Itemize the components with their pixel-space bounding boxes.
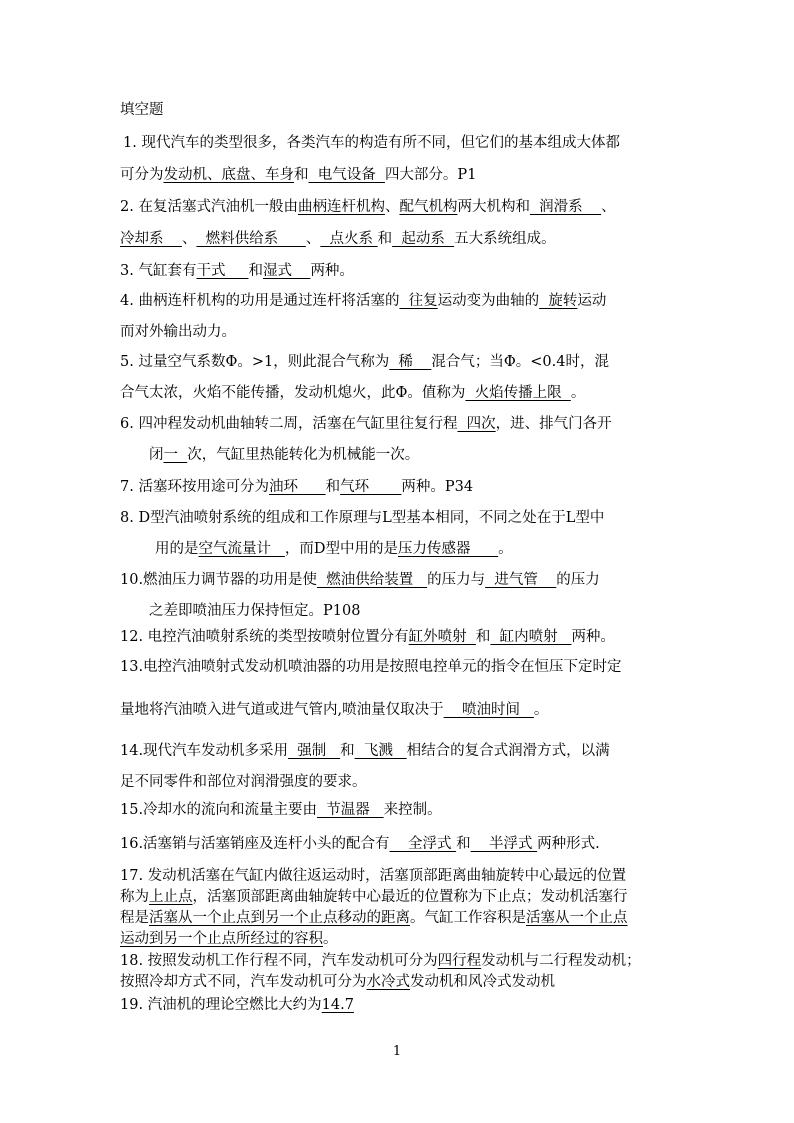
q17-answer-2: 活塞从一个止点到另一个止点移动的距离: [149, 910, 410, 926]
q15-text: 来控制。: [383, 802, 442, 818]
q14-answer-1: 强制: [288, 743, 341, 759]
page-number: 1: [392, 1044, 402, 1059]
q6-line2: [149, 445, 419, 465]
q2-answer-5: 燃料供给系: [196, 231, 306, 247]
q6-answer-2: 一: [163, 447, 188, 463]
q17-line3: [120, 908, 628, 928]
q14-line1: [120, 741, 610, 761]
q18-line1: [120, 951, 641, 971]
q18-answer-1: 四行程: [437, 953, 482, 969]
q8-answer-2: 压力传感器: [397, 541, 499, 557]
q16-answer-1: 全浮式: [389, 836, 457, 852]
q4-answer-2: 旋转: [539, 293, 578, 309]
q3-answer-2: 湿式: [263, 263, 311, 279]
q1-text: 四大部分。P1: [384, 167, 477, 183]
q7-text: 两种。P34: [401, 479, 474, 495]
q4-text: 运动变为曲轴的: [437, 293, 540, 309]
q16-line: [120, 834, 600, 854]
q17-line2: [120, 887, 628, 907]
q3-text: 两种。: [310, 263, 354, 279]
q4-line1: [120, 291, 606, 311]
q12-answer-2: 缸内喷射: [490, 629, 572, 645]
q19-line: [120, 995, 354, 1015]
q1-answer-2: 电气设备: [308, 167, 385, 183]
q4-answer-1: 往复: [399, 293, 438, 309]
q16-text: 两种形式.: [537, 836, 600, 852]
q10-line2: 之差即喷油压力保持恒定。P108: [149, 603, 361, 619]
q10-answer-1: 燃油供给装置: [317, 572, 428, 588]
q12-text: 和: [475, 629, 491, 645]
q17-line1: 17. 发动机活塞在气缸内做往返运动时，活塞顶部距离曲轴旋转中心最远的位置: [120, 868, 627, 884]
q16-text: 16.活塞销与活塞销座及连杆小头的配合有: [120, 836, 390, 852]
q8-line1: 8. D型汽油喷射系统的组成和工作原理与L型基本相同，不同之处在于L型中: [120, 510, 605, 526]
q2-text: 、: [384, 199, 400, 215]
q6-answer-1: 四次: [457, 416, 496, 432]
q10-text: 10.燃油压力调节器的功用是使: [120, 572, 318, 588]
q5-text: 合气太浓，火焰不能传播，发动机熄火，此Φ。值称为: [120, 385, 466, 401]
q14-text: 和: [340, 743, 355, 759]
q1-line2: [120, 165, 476, 185]
q2-text: 和: [377, 231, 393, 247]
q1-line1: [123, 133, 620, 153]
q16-answer-2: 半浮式: [470, 836, 538, 852]
q17-text: 。气缸工作容积是: [410, 910, 526, 926]
q2-text: 2. 在复活塞式汽油机一般由: [120, 199, 298, 215]
q7-answer-2: 气环: [340, 479, 402, 495]
q17-text: 。: [323, 931, 338, 947]
q13-line2: [120, 700, 548, 720]
q19-text: 19. 汽油机的理论空燃比大约为: [120, 997, 322, 1013]
q2-text: 五大系统组成。: [454, 231, 556, 247]
q10-line1: [120, 570, 600, 590]
q8-line2: [155, 539, 513, 559]
q8-text: 。: [498, 541, 513, 557]
q3-answer-1: 干式: [196, 263, 249, 279]
q12-text: 两种。: [571, 629, 615, 645]
q13-text: 。: [533, 702, 549, 718]
q18-text: 按照冷却方式不同，汽车发动机可分为: [120, 974, 367, 990]
q8-answer-1: 空气流量计: [198, 541, 285, 557]
q6-text: ，进、排气门各开: [495, 416, 612, 432]
q17-text: ，活塞顶部距离曲轴旋转中心最近的位置称为下止点；发动机活塞行: [192, 889, 628, 905]
q17-answer-3: 活塞从一个止点: [526, 910, 628, 926]
q1-answer-1: 发动机、底盘、车身: [163, 167, 294, 183]
q3-line: [120, 261, 354, 281]
q13-text: 量地将汽油喷入进气道或进气管内,喷油量仅取决于: [120, 702, 444, 718]
q13-line1: 13.电控汽油喷射式发动机喷油器的功用是按照电控单元的指令在恒压下定时定: [120, 659, 622, 675]
q6-text: 次，气缸里热能转化为机械能一次。: [187, 447, 420, 463]
q12-text: 12. 电控汽油喷射系统的类型按喷射位置分有: [120, 629, 409, 645]
q12-answer-1: 缸外喷射: [408, 629, 476, 645]
q2-answer-7: 起动系: [392, 231, 455, 247]
q14-line2: 足不同零件和部位对润滑强度的要求。: [120, 774, 367, 790]
q18-answer-2: 水冷式: [366, 974, 410, 990]
q10-answer-2: 进气管: [485, 572, 557, 588]
q2-text: 、: [181, 231, 197, 247]
q7-answer-1: 油环: [268, 479, 326, 495]
q12-line: [120, 627, 615, 647]
q5-line2: [120, 383, 585, 403]
q2-line2: [120, 229, 556, 249]
q2-answer-6: 点火系: [320, 231, 378, 247]
q13-answer-1: 喷油时间: [443, 702, 534, 718]
q17-text: 称为: [120, 889, 149, 905]
q2-line1: [120, 197, 616, 217]
q15-line: [120, 800, 442, 820]
q1-text: 可分为: [120, 167, 164, 183]
q5-text: 。: [570, 385, 586, 401]
q2-answer-2: 配气机构: [399, 199, 458, 215]
q15-text: 15.冷却水的流向和流量主要由: [120, 802, 318, 818]
q14-text: 14.现代汽车发动机多采用: [120, 743, 289, 759]
section-title: 填空题: [120, 102, 164, 118]
q2-text: 两大机构和: [457, 199, 530, 215]
q2-text: 、: [305, 231, 321, 247]
q6-line1: [120, 414, 612, 434]
q14-answer-2: 飞溅: [354, 743, 407, 759]
q5-text: 5. 过量空气系数Φ。>1，则此混合气称为: [120, 354, 390, 370]
q10-text: 的压力与: [427, 572, 486, 588]
q17-answer-1: 上止点: [149, 889, 193, 905]
q2-answer-3: 润滑系: [529, 199, 602, 215]
q18-text: 发动机和风冷式发动机: [410, 974, 555, 990]
q7-text: 和: [325, 479, 341, 495]
q8-text: ，而D型中用的是: [284, 541, 398, 557]
q4-text: 运动: [577, 293, 607, 309]
q14-text: 相结合的复合式润滑方式，以满: [406, 743, 610, 759]
q17-text: 程是: [120, 910, 149, 926]
q5-text: 混合气；当Φ。<0.4时，混: [431, 354, 609, 370]
q2-answer-1: 曲柄连杆机构: [297, 199, 385, 215]
q6-text: 闭: [149, 447, 164, 463]
q8-text: 用的是: [155, 541, 199, 557]
q15-answer-1: 节温器: [317, 802, 384, 818]
q6-text: 6. 四冲程发动机曲轴转二周，活塞在气缸里往复行程: [120, 416, 458, 432]
q18-text: 发动机与二行程发动机；: [481, 953, 641, 969]
q1-text: 1. 现代汽车的类型很多，各类汽车的构造有所不同，但它们的基本组成大体都: [123, 135, 620, 151]
q10-text: 的压力: [556, 572, 600, 588]
q1-text: 和: [294, 167, 309, 183]
q2-answer-4: 冷却系: [120, 231, 182, 247]
q16-text: 和: [456, 836, 471, 852]
q18-line2: [120, 972, 555, 992]
q4-text: 4. 曲柄连杆机构的功用是通过连杆将活塞的: [120, 293, 400, 309]
q17-answer-3-cont: 运动到另一个止点所经过的容积: [120, 931, 323, 947]
q5-answer-2: 火焰传播上限: [465, 385, 571, 401]
q5-answer-1: 稀: [389, 354, 432, 370]
q2-text: 、: [601, 199, 616, 215]
q7-text: 7. 活塞环按用途可分为: [120, 479, 269, 495]
q18-text: 18. 按照发动机工作行程不同，汽车发动机可分为: [120, 953, 438, 969]
q3-text: 3. 气缸套有: [120, 263, 197, 279]
q5-line1: [120, 352, 609, 372]
q19-answer-1: 14.7: [321, 997, 354, 1013]
q17-line4: [120, 929, 338, 949]
q7-line: [120, 477, 473, 497]
q4-line2: 而对外输出动力。: [120, 324, 236, 340]
q3-text: 和: [248, 263, 263, 279]
